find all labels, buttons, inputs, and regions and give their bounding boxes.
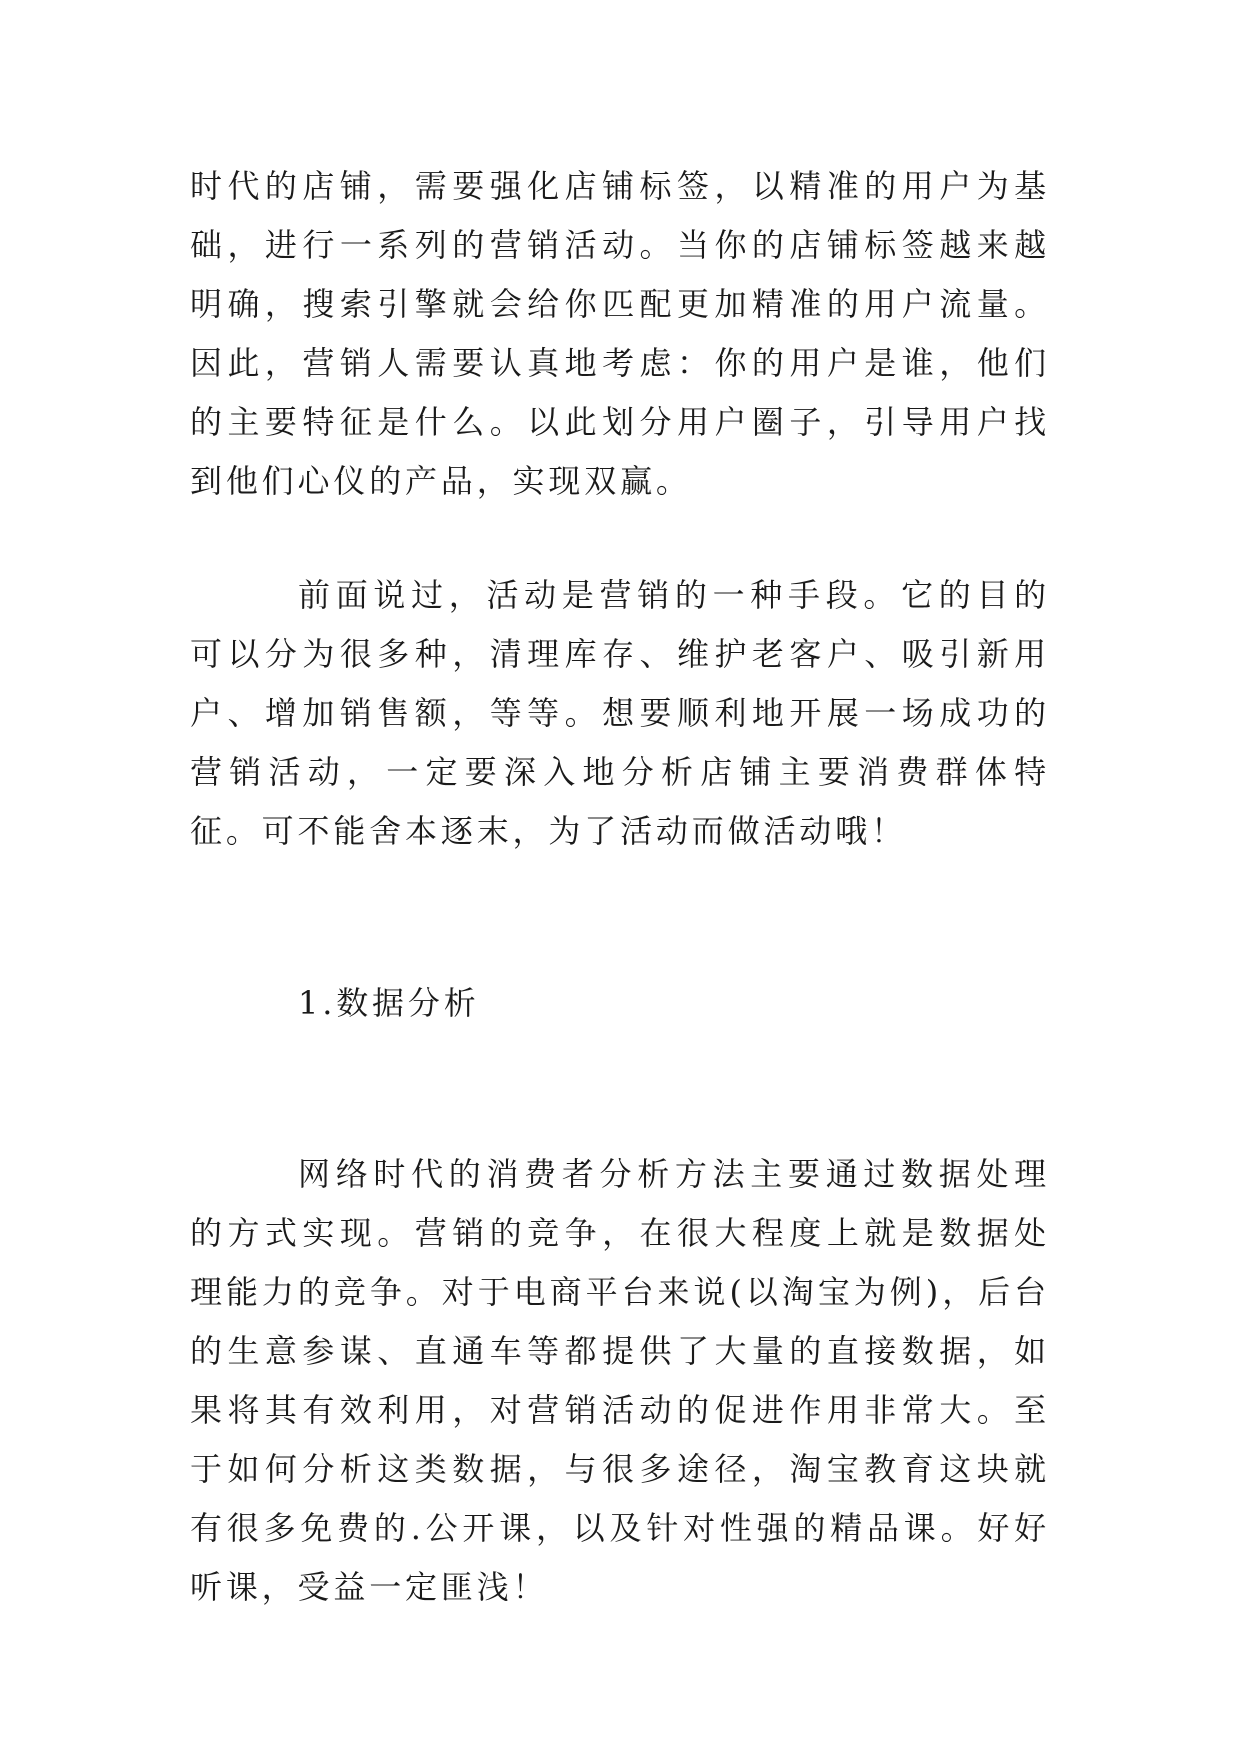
section-heading-data-analysis: 1.数据分析 (298, 984, 480, 1022)
paragraph-continuation: 时代的店铺，需要强化店铺标签，以精准的用户为基础，进行一系列的营销活动。当你的店铺标签越来越明确，搜索引擎就会给你匹配更加精准的用户流量。因此，营销人需要认真地考虑：你的用户是谁，他们的主要特征是什么。以此划分用户圈子，引导用户找到他们心仪的产品，实现双赢。 (190, 167, 1050, 500)
paragraph-activity-purpose: 前面说过，活动是营销的一种手段。它的目的可以分为很多种，清理库存、维护老客户、吸引新用户、增加销售额，等等。想要顺利地开展一场成功的营销活动，一定要深入地分析店铺主要消费群体特征。可不能舍本逐末，为了活动而做活动哦！ (190, 576, 1050, 850)
paragraph-data-processing: 网络时代的消费者分析方法主要通过数据处理的方式实现。营销的竞争，在很大程度上就是数据处理能力的竞争。对于电商平台来说(以淘宝为例)，后台的生意参谋、直通车等都提供了大量的直接数据，如果将其有效利用，对营销活动的促进作用非常大。至于如何分析这类数据，与很多途径，淘宝教育这块就有很多免费的.公开课，以及针对性强的精品课。好好听课，受益一定匪浅！ (190, 1155, 1050, 1606)
